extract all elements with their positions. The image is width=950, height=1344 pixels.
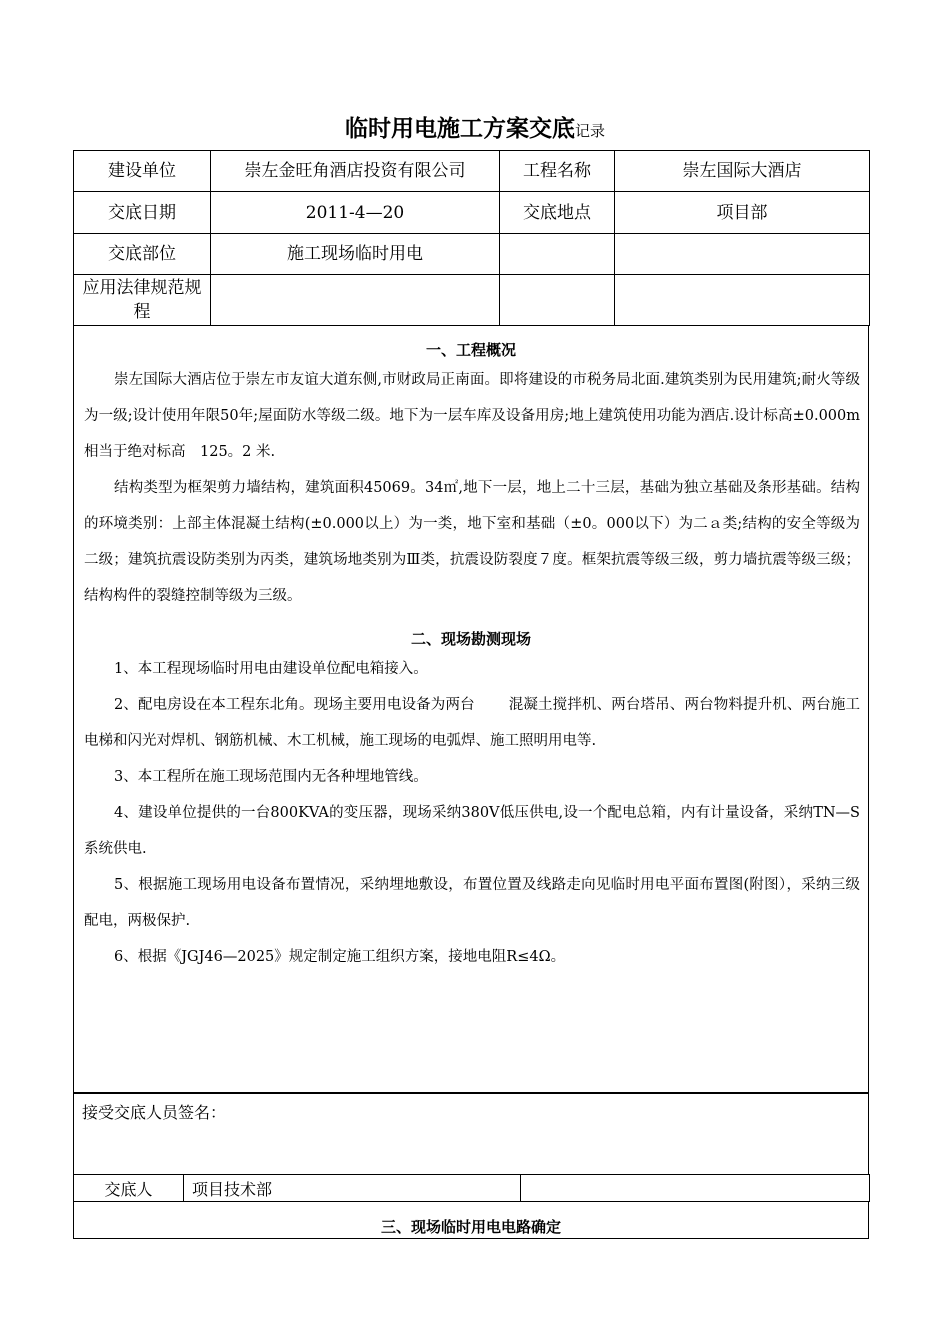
empty-cell [615, 275, 870, 326]
empty-cell [500, 275, 615, 326]
law-label [74, 275, 211, 326]
handover-table [73, 1174, 870, 1202]
project-name-label: 工程名称 [500, 151, 615, 192]
section2-item: 1、本工程现场临时用电由建设单位配电箱接入。 [114, 661, 428, 677]
place-label: 交底地点 [500, 192, 615, 234]
section1-heading: 一、工程概况 [425, 341, 516, 359]
law-label-text: 应用法律规范规程 [82, 278, 202, 322]
title-main: 临时用电施工方案交底 [344, 116, 575, 142]
part-value: 施工现场临时用电 [211, 234, 500, 275]
signature-box [73, 1093, 869, 1175]
section2-item: 2、配电房设在本工程东北角。现场主要用电设备为两台 混凝土搅拌机、两台塔吊、两台物料提升机、两台施工电梯和闪光对焊机、钢筋机械、木工机械，施工现场的电弧焊、施工照明用电等. [84, 697, 860, 749]
empty-cell [521, 1175, 870, 1202]
section2-item: 5、根据施工现场用电设备布置情况，采纳埋地敷设，布置位置及线路走向见临时用电平面布置图(附图），采纳三级配电，两极保护. [84, 877, 860, 929]
empty-cell [500, 234, 615, 275]
date-value: 2011-4—20 [211, 192, 500, 234]
place-value: 项目部 [615, 192, 870, 234]
section2-item: 6、根据《JGJ46—2025》规定制定施工组织方案，接地电阻R≤4Ω。 [114, 949, 566, 965]
part-label: 交底部位 [74, 234, 211, 275]
build-unit-label: 建设单位 [74, 151, 211, 192]
handover-label: 交底人 [74, 1175, 184, 1202]
title-sub: 记录 [574, 122, 605, 140]
handover-value: 项目技术部 [184, 1175, 521, 1202]
section3-heading: 三、现场临时用电电路确定 [380, 1218, 561, 1236]
law-value [211, 275, 500, 326]
project-name-value: 崇左国际大酒店 [615, 151, 870, 192]
build-unit-value: 崇左金旺角酒店投资有限公司 [211, 151, 500, 192]
section2-item: 4、建设单位提供的一台800KVA的变压器，现场采纳380V低压供电,设一个配电总箱，内有计量设备，采纳TN—S系统供电. [84, 805, 860, 857]
info-table [73, 150, 870, 326]
section2-item: 3、本工程所在施工现场范围内无各种埋地管线。 [114, 769, 428, 785]
section1-paragraph: 崇左国际大酒店位于崇左市友谊大道东侧,市财政局正南面。即将建设的市税务局北面.建筑类别为民用建筑;耐火等级为一级;设计使用年限50年;屋面防水等级二级。地下为一层车库及设备用房;地上建筑使用功能为酒店.设计标高±0.000m相当于绝对标高 125。2 米. [84, 372, 860, 460]
content-box [73, 325, 869, 1093]
date-label: 交底日期 [74, 192, 211, 234]
section3-box [73, 1202, 869, 1239]
section2-heading: 二、现场勘测现场 [410, 630, 531, 648]
document-title [0, 110, 950, 143]
signature-label: 接受交底人员签名： [82, 1103, 227, 1122]
empty-cell [615, 234, 870, 275]
section1-paragraph: 结构类型为框架剪力墙结构，建筑面积45069。34㎡,地下一层，地上二十三层，基础为独立基础及条形基础。结构的环境类别：上部主体混凝土结构(±0.000以上）为一类，地下室和基础（±0。000以下）为二ａ类;结构的安全等级为二级；建筑抗震设防类别为丙类，建筑场地类别为Ⅲ类，抗震设防裂度７度。框架抗震等级三级，剪力墙抗震等级三级；结构构件的裂缝控制等级为三级。 [84, 480, 860, 604]
